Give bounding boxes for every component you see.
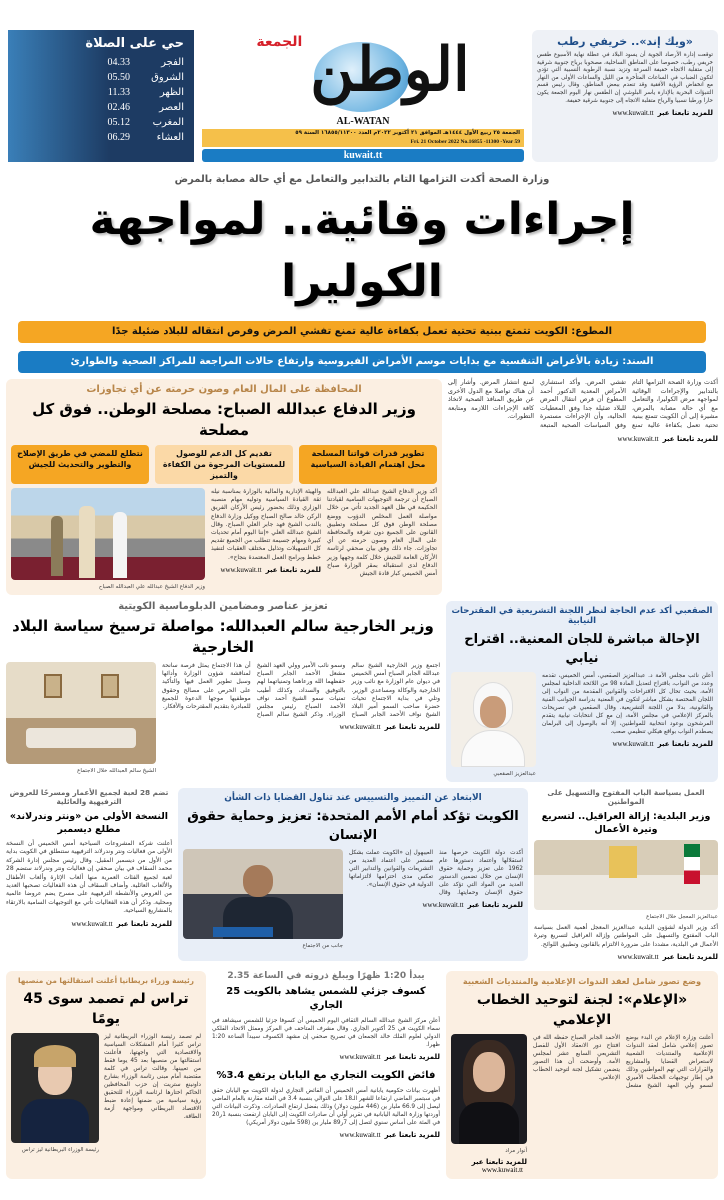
un-photo-col [183,849,343,949]
row-4 [6,971,718,1179]
dateline-arabic: الجمعة ٢٥ ربيع الأول ١٤٤٤هـ الموافق ٢١ أكتوبر ٢٠٢٢م العدد ١٦٨٥٥/١١٣٠٠ السنة ٥٩ [295,130,520,136]
eclipse-kicker: يبدأ 1:20 ظهرًا ويبلغ ذروته في الساعة 2.35 [227,970,425,981]
prayer-list [18,55,184,145]
prayer-time: 05.12 [107,117,130,128]
winter-more[interactable] [6,920,172,928]
foreign-content [6,662,440,774]
truss-caption: رئيسة الوزراء البريطانية ليز تراس [21,1146,99,1153]
more-label: للمزيد تابعنا عبر [657,740,713,748]
lead-bar-orange: المطوع: الكويت تتمتع ببنية تحتية تعمل بكفاءة عالية تمنع تفشي المرض وفرص انتقاله للبلاد ضئيلة جدًا [18,321,706,343]
site-link[interactable]: kuwait.tt [202,149,524,162]
defense-body-col [211,488,321,590]
un-caption: جانب من الاجتماع [302,943,343,949]
un-content [183,849,523,949]
prayer-time-row [18,85,184,100]
parliament-photo [451,672,536,767]
media-content [451,1034,713,1174]
media-article [446,971,718,1179]
media-kicker: وضع تصور شامل لعقد الندوات الإعلامية والمنتديات الشعبية [462,975,702,986]
more-link[interactable]: www.kuwait.tt [422,901,464,909]
lead-more[interactable] [448,435,718,443]
more-label: للمزيد تابعنا عبر [662,952,718,961]
prayer-time-row [18,55,184,70]
parliament-kicker: الصقعبي أكد عدم الحاجة لنظر اللجنة التشريعية في المقترحات النيابية [451,606,713,626]
more-label: للمزيد تابعنا عبر [384,723,440,732]
prayer-name: الظهر [159,87,184,98]
truss-photo-col [11,1033,99,1153]
municipality-headline: وزير البلدية: إزالة العراقيل.. لتسريع وتيرة الأعمال [541,811,711,835]
foreign-text-col [162,662,440,774]
foreign-photo [6,662,156,764]
foreign-more[interactable] [162,723,440,731]
un-photo [183,849,343,939]
winter-body: أعلنت شركة المشروعات السياحية أمس الخميس أن النسخة الأولى من فعاليات ونتر وندرلاند الترفيهية ستنطلق في الكويت بداية من الأول من ديسمبر المقبل. وقال رئيس مجلس إدارة الشركة محمد السقاف في بيان صحفي إن فعاليات ونتر وندرلاند ستضم 28 لعبة لجميع الفئات العمرية منها ألعاب الإثارة وألعاب الأطفال والألعاب العائلية. وأضاف السقاف أن هذه الفعاليات تصحبها العديد من العروض والأنشطة الترفيهية على مسرح يضم عروضا عالمية ومحلية. وذكر أن هذه الفعاليات تأتي مع التوجيهات السامية بالارتقاء بالمشاريع السياحية. [6,840,172,915]
more-link[interactable]: www.kuwait.tt [617,434,659,443]
media-more[interactable] [451,1158,527,1174]
eclipse-headline: كسوف جزئي للشمس يشاهد بالكويت 25 الجاري [226,985,426,1011]
un-article [178,788,528,961]
logo-arabic: الوطن [310,35,470,105]
lead-headline: إجراءات وقائية.. لمواجهة الكوليرا [89,194,635,307]
defense-point: تطوير قدرات قواتنا المسلحة محل اهتمام القيادة السياسية [299,445,437,484]
trade-more[interactable] [212,1131,440,1139]
more-link[interactable]: www.kuwait.tt [481,1165,523,1174]
winter-article [6,788,172,961]
lead-body: أكدت وزارة الصحة التزامها التام بالتدابير والإجراءات الوقائية لمواجهة مرض الكوليرا، والتعامل مع أي حالة مصابة بالمرض، مشيرة إلى أن الكويت تتمتع ببنية تحتية تعمل بكفاءة عالية تمنع تفشي المرض. وأكد استشاري الأمراض المعدية الدكتور أحمد المطوع أن فرص انتقال المرض للبلاد ضئيلة جدا وفق المعطيات الحالية، وأن الإجراءات مستمرة وفق السياسات الصحية المتبعة لمنع انتشار المرض. وأشار إلى أن هناك تواصلا مع الدول الأخرى عن طريق المنافذ الصحية لاتخاذ كافة الإجراءات اللازمة ومتابعة التطورات. [448,379,718,429]
un-text-col [349,849,523,949]
row-1 [6,379,718,595]
media-caption: أنوار مراد [505,1147,527,1154]
prayer-time: 02.46 [107,102,130,113]
prayer-time-row [18,70,184,85]
lead-kicker: وزارة الصحة أكدت التزامها التام بالتدابير والتعامل مع أي حالة مصابة بالمرض [174,174,550,185]
media-photo-col [451,1034,527,1174]
prayer-time: 04.33 [107,57,130,68]
lead-column [448,379,718,595]
winter-kicker: تضم 28 لعبة لجميع الأعمار ومسرحًا للعروض الترفيهية والعائلية [9,788,169,806]
masthead [202,30,524,162]
more-label: للمزيد تابعنا عبر [471,1157,527,1166]
un-headline: الكويت تؤكد أمام الأمم المتحدة: تعزيز وحماية حقوق الإنسان [187,809,519,843]
parliament-body: أعلن نائب مجلس الأمة د. عبدالعزيز الصقعبي، أمس الخميس، تقدمه وعدد من النواب، باقتراح لتعديل المادة 98 من اللائحة الداخلية لمجلس الأمة، بحيث تحال كل الاقتراحات والقوانين المقدمة من النواب إلى اللجان المختصة بشكل مباشر لتكون في المعنية بدراسة الجوانب الفنية والقانونية، بدلا من اللجنة التشريعية. وقال الصقعبي في تصريحات بالمركز الإعلامي في مجلس الأمة، إن مع كل انتخابات نيابية يتقدم المرشحون بوعود انتخابية للمواطنين، إلا أنه بالوصول إلى البرلمان يصطدم النواب بواقع هيكلي تنظيمي صعب. [542,673,713,735]
defense-point: تقديم كل الدعم للوصول للمستويات المرجوة من الكفاءة والتميز [155,445,293,484]
parliament-content [451,672,713,777]
more-link[interactable]: www.kuwait.tt [617,952,659,961]
defense-point: نتطلع للمضي في طريق الإصلاح والتطوير والتحديث للجيش [11,445,149,484]
municipality-more[interactable] [534,953,718,961]
media-headline: «الإعلام»: لجنة لتوحيد الخطاب الإعلامي [476,991,688,1028]
defense-content [11,488,437,590]
weather-title: «ويك إند».. خريفي رطب [557,35,693,48]
more-label: للمزيد تابعنا عبر [265,565,321,574]
defense-headline: وزير الدفاع عبدالله الصباح: مصلحة الوطن.. فوق كل مصلحة [32,400,416,439]
more-link[interactable]: www.kuwait.tt [339,1052,381,1061]
prayer-name: الشروق [151,72,184,83]
more-link[interactable]: www.kuwait.tt [220,565,262,574]
parliament-text-col [542,672,713,777]
row-2 [6,601,718,782]
un-body: أكدت دولة الكويت حرصها منذ استقلالها واعتماد دستورها عام 1962 على تعزيز وحماية حقوق الإنسان من خلال تضمين الدستور العديد من المواد التي تؤكد على حقوق الإنسان وحمايتها. وقال العيبهول إن «الكويت عملت بشكل مستمر على اعتماد العديد من التشريعات والقوانين والتدابير التي تعكس مدى احترامها لالتزاماتها الدولية في حقوق الإنسان». [349,850,523,896]
foreign-caption: الشيخ سالم العبدالله خلال الاجتماع [77,768,156,774]
foreign-headline: وزير الخارجية سالم العبدالله: مواصلة ترسيخ سياسة البلاد الخارجية [12,617,434,656]
defense-photo [11,488,205,580]
municipality-article [534,788,718,961]
dateline-bar [202,129,524,147]
foreign-article [6,601,440,782]
prayer-time-row [18,100,184,115]
more-link[interactable]: www.kuwait.tt [612,740,654,748]
defense-caption: وزير الدفاع الشيخ عبدالله علي العبدالله الصباح [98,584,205,590]
more-label: للمزيد تابعنا عبر [384,1052,440,1061]
parliament-more[interactable] [542,740,713,748]
trade-headline: فائض الكويت التجاري مع اليابان يرتفع 3.4% [216,1069,436,1081]
defense-body-1: أكد وزير الدفاع الشيخ عبدالله علي العبدالله الصباح أن ترجمة التوجيهات السامية لقيادتنا الحكيمة في ظل العهد الجديد تأتي من خلال مواصلة العمل المخلص الدؤوب ووضع مصلحة الوطن فوق كل مصلحة وتطبيق القانون على الجميع دون تفرقة والمحافظة على المال العام وصون حرمته عن أي تجاوزات. جاء ذلك وفق بيان صحفي لرئاسة الأركان العامة للجيش خلال كلمة وجهها وزير الدفاع لدى استقباله بمقر الوزارة صباح أمس الخميس كبار قادة الجيش [327,488,437,578]
eclipse-more[interactable] [212,1053,440,1061]
prayer-time: 05.50 [107,72,130,83]
more-label: للمزيد تابعنا عبر [384,1130,440,1139]
more-link[interactable]: www.kuwait.tt [71,919,113,928]
municipality-body: أكد وزير الدولة لشؤون البلدية عبدالعزيز المعجل أهمية العمل بسياسة الباب المفتوح والتسهيل على المواطنين وإزالة العراقيل لتسريع وتيرة الأعمال في البلدية، مشددا على ضرورة الالتزام بالقانون وتطبيق اللوائح. [534,924,718,948]
media-body: أعلنت وزارة الإعلام عن البدء بوضع تصور إعلامي شامل لعقد الندوات الإعلامية والمنتديات الشعبية لاستعراض القضايا والمشاريع والقرارات التي تهم المواطنين وذلك في إطار توجيهات الخطاب الأميري لسمو ولي العهد الشيخ مشعل الأحمد الجابر الصباح حفظه الله في افتتاح دور الانعقاد الأول للفصل التشريعي السابع عشر لمجلس الأمة. وأوضحت أن هذا التصور يتضمن تشكيل لجنة لتوحيد الخطاب الإعلامي. [533,1034,713,1089]
defense-article [6,379,442,595]
truss-article [6,971,206,1179]
prayer-times-box [8,30,194,162]
prayer-time: 11.33 [107,87,130,98]
truss-content [11,1033,201,1153]
truss-photo [11,1033,99,1143]
un-more[interactable] [349,901,523,909]
un-kicker: الابتعاد عن التمييز والتسييس عند تناول القضايا ذات الشأن [224,793,482,803]
defense-more[interactable] [211,566,321,574]
winter-headline: النسخة الأولى من «ونتر وندرلاند» مطلع ديسمبر [9,811,169,835]
media-photo [451,1034,527,1144]
prayer-name: الفجر [161,57,184,68]
foreign-kicker: تعزيز عناصر ومضامين الدبلوماسية الكويتية [118,601,328,612]
masthead-logo [202,30,524,114]
prayer-name: العصر [159,102,184,113]
truss-headline: تراس لم تصمد سوى 45 يومًا [23,990,189,1027]
prayer-time-row [18,130,184,145]
municipality-caption: عبدالعزيز المعجل خلال الاجتماع [646,914,718,920]
truss-body: لم تصمد رئيسة الوزراء البريطانية ليز تراس كثيرا أمام المشكلات السياسية والاقتصادية التي واجهتها، فأعلنت استقالتها من منصبها بعد 45 يوما فقط من تعيينها. وقالت تراس في كلمة مقتضبة أمام مبنى رئاسة الوزراء بشارع داونينغ ستريت إن حزب المحافظين الحاكم اختارها لرئاسة الوزراء للتحقيق رؤية سياسية من ضمنها إعادة ضبط الاقتصاد البريطاني ومواجهة أزمة الطاقة. [104,1033,201,1120]
more-label: للمزيد تابعنا عبر [116,919,172,928]
more-link[interactable]: www.kuwait.tt [339,723,381,732]
row-3 [6,788,718,961]
more-label: للمزيد تابعنا عبر [662,434,718,443]
eclipse-article [212,971,440,1179]
prayer-title: حي على الصلاة [85,36,184,51]
weather-more[interactable] [537,109,713,117]
more-link[interactable]: www.kuwait.tt [339,1130,381,1139]
defense-points [11,445,437,484]
prayer-name: العشاء [156,132,184,143]
eclipse-body: أعلن مركز الشيخ عبدالله السالم الثقافي اليوم الخميس أن كسوفا جزئيا للشمس سيشاهد في سماء الكويت في 25 أكتوبر الجاري. وقال مشرف المتاحف في المركز وممثل الاتحاد الفلكي الدولي لعلوم الفلك خالد الجمعان في تصريح صحفي إن مشهد الكسوف سيبدأ الساعة 1:20 ظهرا. [212,1017,441,1048]
trade-body: أظهرت بيانات حكومية يابانية أمس الخميس أن الفائض التجاري لدولة الكويت مع اليابان حقق في سبتمبر الماضي ارتفاعا للشهر الـ18 على التوالي بنسبة 3.4 في المئة مقارنة بالعام الماضي ليصل إلى 66.9 مليار ين (446 مليون دولار) وذلك بفضل ارتفاع الصادرات. وذكرت البيانات التي أوردتها وزارة المالية اليابانية في تقرير أولي أن صادرات الكويت إلى اليابان ارتفعت بنسبة 1ر20 في المئة على أساس سنوي لتصل إلى 7ر89 مليار ين (598 مليون دولار أمريكي) [212,1087,441,1126]
masthead-row [6,30,718,162]
more-label: للمزيد تابعنا عبر [467,901,523,909]
more-label: للمزيد تابعنا عبر [657,109,713,118]
defense-body-2: والهيئة الإدارية والمالية بالوزارة بمناسبة نيله ثقة القيادة السياسية وتوليه مهام منصبه الوزاري وذلك بحضور رئيس الأركان الفريق الركن خالد صالح الصباح ووكيل وزارة الدفاع بالندب الشيخ فهد جابر العلي الصباح. وقال الشيخ عبدالله العلي «إننا اليوم أمام تحديات كبيرة ومهام جسيمة تتطلب من الجميع تقديم كل التسهيلات وتذليل مختلف العقبات لتنفيذ خطط وبرامج العمل المعتمدة بنجاح». [211,488,321,561]
defense-kicker: المحافظة على المال العام وصون حرمته عن أي تجاوزات [86,384,362,395]
parliament-headline: الإحالة مباشرة للجان المعنية.. اقتراح نيابي [464,632,700,666]
prayer-time-row [18,115,184,130]
parliament-caption: عبدالعزيز الصقعبي [493,771,536,777]
prayer-name: المغرب [152,117,184,128]
truss-kicker: رئيسة وزراء بريطانيا أعلنت استقالتها من منصبها [18,975,194,985]
municipality-kicker: العمل بسياسة الباب المفتوح والتسهيل على المواطنين [547,788,705,806]
parliament-article [446,601,718,782]
logo-day-tag: الجمعة [256,34,303,50]
foreign-photo-col [6,662,156,774]
logo-latin: AL-WATAN [336,116,390,127]
prayer-time: 06.29 [107,132,130,143]
dateline-english: Fri. 21 October 2022 No.16855 -11300 -Year 59 [410,139,520,145]
foreign-body: اجتمع وزير الخارجية الشيخ سالم عبدالله الجابر الصباح أمس الخميس في ديوان عام الوزارة مع نائب وزير الخارجية والوكالة ومساعدي الوزير. وتلي في بداية الاجتماع تحيات حضرة صاحب السمو أمير البلاد الشيخ نواف الأحمد الجابر الصباح وسمو نائب الأمير وولي العهد الشيخ مشعل الأحمد الجابر الصباح حفظهما الله ورعاهما وتمنياتهما لهم بالتوفيق والسداد، وكذلك أطيب تمنيات سمو الشيخ أحمد نواف الأحمد الصباح رئيس مجلس الوزراء. وذكر الشيخ سالم الصباح أن هذا الاجتماع يمثل فرصة سانحة لمناقشة شؤون الوزارة وأدائها وسبل تطوير العمل فيها والتأكيد على الحرص على مصالح وحقوق موظفيها موجها الدعوة للجميع للمبادرة بتقديم المقترحات والأفكار. [162,662,440,719]
weather-box [532,30,718,162]
municipality-photo [534,840,718,910]
weather-body: توقعت إدارة الأرصاد الجوية أن يسود البلاد في عطلة نهاية الأسبوع طقس خريفي رطب، خصوصا على المناطق الساحلية، مصحوبا برياح جنوبية شرقية إلى متقلبة الاتجاه خفيفة السرعة وتزيد نسبة الرطوبة النسبية التي تؤدي لتكون الضباب في الساعات المتأخرة من الليل والساعات الأولى من النهار مع انخفاض الرؤية الأفقية وقد تنعدم ببعض المناطق. وقال رئيس قسم التنبؤات البحرية بالإدارة ياسر البلوشي إن الطقس نهار اليوم الجمعة يكون حارا ورطبا نسبيا والرياح متقلبة الاتجاه إلى جنوبية شرقية خفيفة. [537,52,713,104]
parliament-photo-col [451,672,536,777]
defense-photo-col [11,488,205,590]
more-link[interactable]: www.kuwait.tt [612,109,654,118]
lead-bar-blue: السند: زيادة بالأعراض التنفسية مع بدايات موسم الأمراض الفيروسية وارتفاع حالات المراجعة للمراكز الصحية والطوارئ [18,351,706,373]
